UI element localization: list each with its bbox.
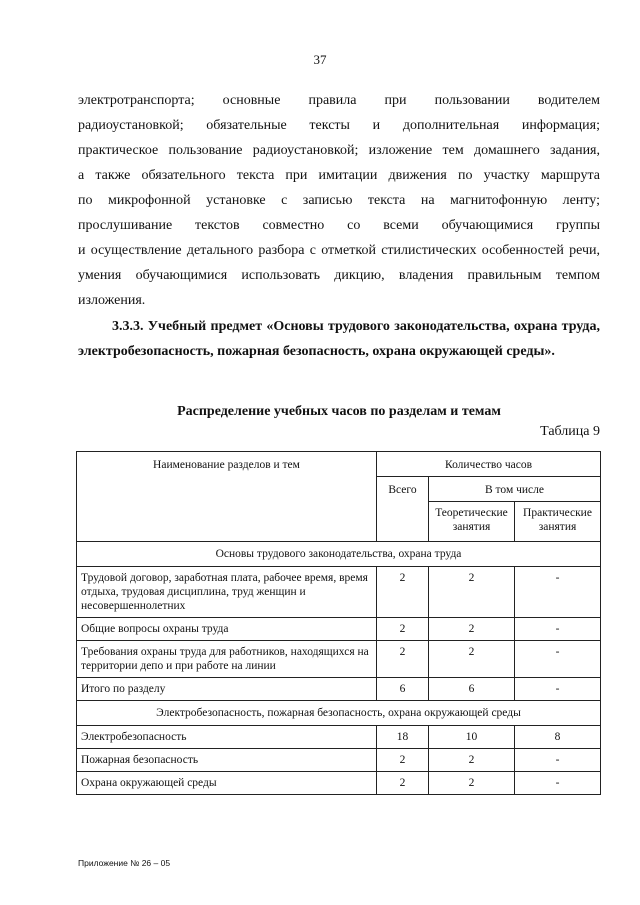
row-total: 2	[377, 641, 429, 678]
table-label: Таблица 9	[540, 424, 600, 439]
row-name: Охрана окружающей среды	[77, 772, 377, 795]
row-name: Трудовой договор, заработная плата, рабочее время, время отдыха, трудовая дисциплина, труд женщин и несовершеннолетних	[77, 567, 377, 618]
section-row: Электробезопасность, пожарная безопасность, охрана окружающей среды	[77, 701, 601, 726]
footer-note: Приложение № 26 – 05	[78, 858, 171, 868]
row-theory: 2	[429, 618, 515, 641]
paragraph-line: по микрофонной установке с записью текста на магнитофонную ленту;	[78, 193, 600, 208]
row-practice: -	[515, 618, 601, 641]
table-row	[77, 678, 601, 701]
row-total: 2	[377, 618, 429, 641]
header-total: Всего	[377, 477, 429, 542]
header-name: Наименование разделов и тем	[77, 452, 377, 542]
row-name: Пожарная безопасность	[77, 749, 377, 772]
row-total: 2	[377, 567, 429, 618]
table-row	[77, 726, 601, 749]
page-number: 37	[313, 52, 327, 67]
paragraph-line: прослушивание текстов совместно со всеми обучающимися группы	[78, 218, 600, 233]
row-practice: -	[515, 567, 601, 618]
body-paragraph	[78, 88, 600, 313]
header-theory: Теоретические занятия	[429, 502, 515, 542]
row-theory: 2	[429, 567, 515, 618]
row-name: Итого по разделу	[77, 678, 377, 701]
header-practice: Практические занятия	[515, 502, 601, 542]
header-hours: Количество часов	[377, 452, 601, 477]
section-heading-text: 3.3.3. Учебный предмет «Основы трудового законодательства, охрана труда, электробезопасность, пожарная безопасность, охрана окружающей среды».	[78, 319, 600, 359]
row-theory: 2	[429, 641, 515, 678]
row-name: Электробезопасность	[77, 726, 377, 749]
table-row	[77, 641, 601, 678]
table-row	[77, 618, 601, 641]
row-total: 2	[377, 749, 429, 772]
row-total: 6	[377, 678, 429, 701]
row-theory: 2	[429, 772, 515, 795]
row-theory: 6	[429, 678, 515, 701]
section-heading	[78, 314, 600, 364]
paragraph-line: практическое пользование радиоустановкой; изложение тем домашнего задания,	[78, 143, 600, 158]
hours-table	[76, 451, 601, 795]
row-practice: -	[515, 772, 601, 795]
row-total: 18	[377, 726, 429, 749]
row-theory: 10	[429, 726, 515, 749]
paragraph-line: умения обучающимися использовать дикцию, владения правильным темпом	[78, 268, 600, 283]
table-title: Распределение учебных часов по разделам и темам	[177, 404, 501, 419]
table-row	[77, 749, 601, 772]
row-practice: 8	[515, 726, 601, 749]
table-row	[77, 772, 601, 795]
row-theory: 2	[429, 749, 515, 772]
header-including: В том числе	[429, 477, 601, 502]
paragraph-line: и осуществление детального разбора с отметкой стилистических особенностей речи,	[78, 243, 600, 258]
paragraph-line: радиоустановкой; обязательные тексты и дополнительная информация;	[78, 118, 600, 133]
paragraph-line: изложения.	[78, 293, 146, 308]
row-practice: -	[515, 678, 601, 701]
section-row: Основы трудового законодательства, охрана труда	[77, 542, 601, 567]
table-row	[77, 567, 601, 618]
row-name: Общие вопросы охраны труда	[77, 618, 377, 641]
row-name: Требования охраны труда для работников, находящихся на территории депо и при работе на линии	[77, 641, 377, 678]
row-practice: -	[515, 749, 601, 772]
paragraph-line: электротранспорта; основные правила при пользовании водителем	[78, 93, 600, 108]
row-practice: -	[515, 641, 601, 678]
paragraph-line: а также обязательного текста при имитации движения по участку маршрута	[78, 168, 600, 183]
row-total: 2	[377, 772, 429, 795]
